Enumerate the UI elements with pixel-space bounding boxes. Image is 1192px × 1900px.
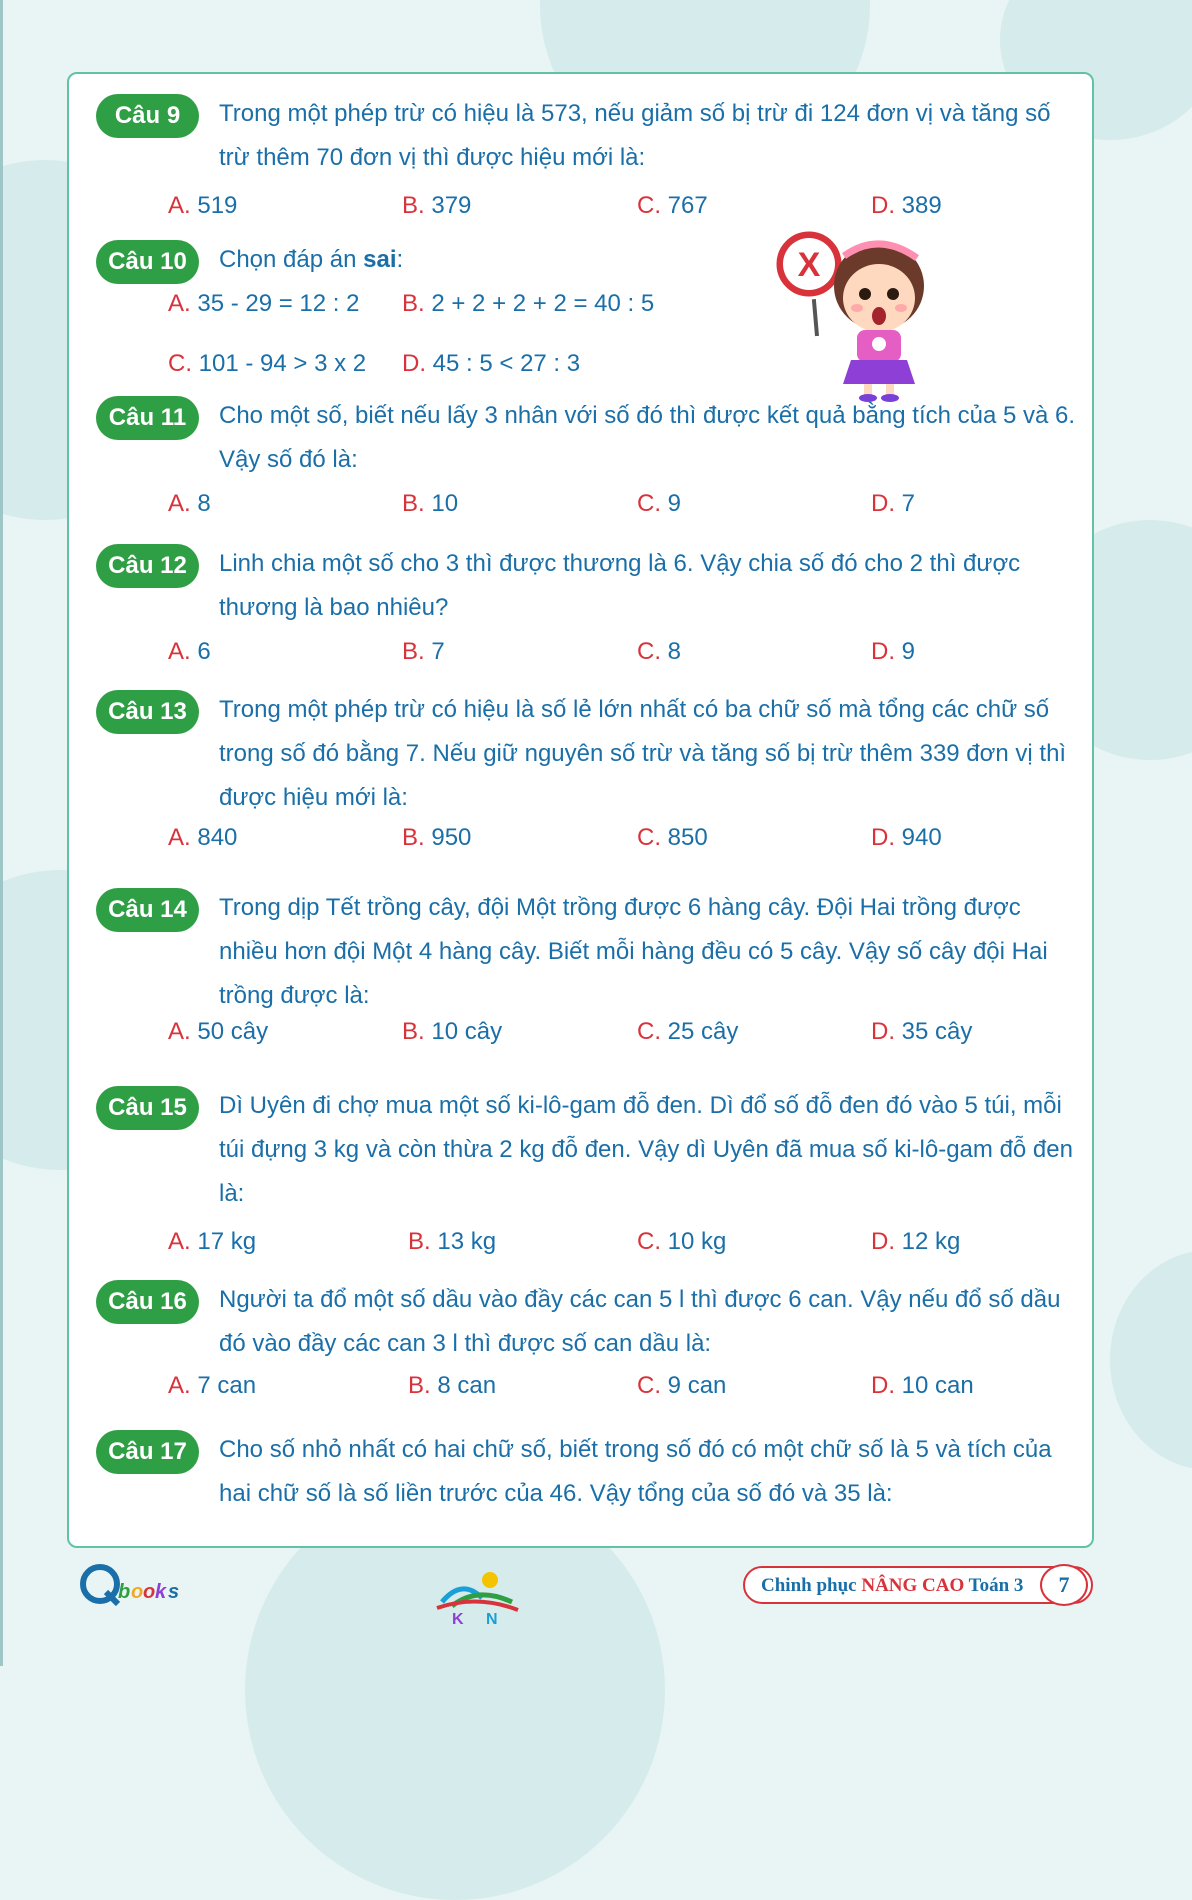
question-text-emphasis: sai bbox=[363, 246, 397, 273]
option-letter: B. bbox=[402, 192, 425, 219]
option-value: 35 - 29 = 12 : 2 bbox=[197, 290, 360, 317]
question-text: Trong một phép trừ có hiệu là 573, nếu giảm số bị trừ đi 124 đơn vị và tăng số trừ thêm 70 đơn vị thì được hiệu mới là: bbox=[219, 100, 1051, 171]
option-b[interactable] bbox=[402, 822, 471, 854]
option-letter: D. bbox=[871, 192, 895, 219]
option-c[interactable] bbox=[637, 1016, 738, 1048]
page-edge-rule bbox=[0, 0, 3, 1666]
option-value: 35 cây bbox=[901, 1018, 973, 1045]
option-letter: C. bbox=[637, 824, 661, 851]
option-b[interactable] bbox=[402, 1016, 502, 1048]
option-letter: D. bbox=[402, 350, 426, 377]
option-letter: C. bbox=[637, 1372, 661, 1399]
svg-text:o: o bbox=[143, 1581, 156, 1603]
option-a[interactable] bbox=[168, 822, 237, 854]
question-text-part: Chọn đáp án bbox=[219, 246, 364, 273]
option-d[interactable] bbox=[871, 1370, 974, 1402]
option-b[interactable] bbox=[402, 488, 458, 520]
option-letter: D. bbox=[871, 1372, 895, 1399]
option-c[interactable] bbox=[637, 822, 708, 854]
option-value: 9 can bbox=[667, 1372, 727, 1399]
question-badge: Câu 14 bbox=[96, 888, 199, 932]
option-value: 950 bbox=[431, 824, 472, 851]
option-value: 25 cây bbox=[667, 1018, 739, 1045]
option-value: 50 cây bbox=[197, 1018, 269, 1045]
option-value: 389 bbox=[901, 192, 942, 219]
option-value: 10 cây bbox=[431, 1018, 503, 1045]
option-c[interactable] bbox=[637, 1226, 726, 1258]
option-d[interactable] bbox=[871, 1226, 960, 1258]
svg-text:K: K bbox=[452, 1611, 464, 1626]
option-letter: C. bbox=[637, 1018, 661, 1045]
option-value: 379 bbox=[431, 192, 472, 219]
question-text: Linh chia một số cho 3 thì được thương là 6. Vậy chia số đó cho 2 thì được thương là bao nhiêu? bbox=[219, 550, 1021, 621]
option-d[interactable] bbox=[402, 348, 580, 380]
option-value: 6 bbox=[197, 638, 211, 665]
option-letter: B. bbox=[408, 1372, 431, 1399]
option-value: 9 bbox=[901, 638, 916, 665]
option-letter: C. bbox=[168, 350, 192, 377]
option-letter: A. bbox=[168, 490, 191, 517]
option-b[interactable] bbox=[408, 1226, 496, 1258]
question-text-part: : bbox=[396, 246, 404, 273]
question-badge: Câu 9 bbox=[96, 94, 199, 138]
question-badge: Câu 17 bbox=[96, 1430, 199, 1474]
option-value: 940 bbox=[901, 824, 942, 851]
option-a[interactable] bbox=[168, 190, 237, 222]
x-sign-glyph: X bbox=[797, 246, 821, 284]
option-c[interactable] bbox=[637, 636, 681, 668]
book-title-highlight: NÂNG CAO bbox=[861, 1575, 965, 1596]
option-a[interactable] bbox=[168, 288, 359, 320]
option-letter: B. bbox=[408, 1228, 431, 1255]
option-value: 7 can bbox=[197, 1372, 257, 1399]
option-b[interactable] bbox=[402, 288, 654, 320]
option-value: 10 kg bbox=[667, 1228, 727, 1255]
option-letter: D. bbox=[871, 490, 895, 517]
option-value: 7 bbox=[431, 638, 445, 665]
question-text: Cho số nhỏ nhất có hai chữ số, biết trong số đó có một chữ số là 5 và tích của hai chữ số là số liền trước của 46. Vậy tổng của số đó và 35 là: bbox=[219, 1436, 1052, 1507]
question-badge: Câu 16 bbox=[96, 1280, 199, 1324]
option-b[interactable] bbox=[402, 190, 471, 222]
question-text: Trong dịp Tết trồng cây, đội Một trồng được 6 hàng cây. Đội Hai trồng được nhiều hơn đội Một 4 hàng cây. Biết mỗi hàng đều có 5 cây. Vậy số cây đội Hai trồng được là: bbox=[219, 894, 1048, 1009]
option-c[interactable] bbox=[637, 1370, 726, 1402]
option-value: 101 - 94 > 3 x 2 bbox=[198, 350, 367, 377]
option-letter: B. bbox=[402, 490, 425, 517]
svg-text:k: k bbox=[155, 1581, 167, 1603]
option-d[interactable] bbox=[871, 1016, 972, 1048]
option-letter: A. bbox=[168, 638, 191, 665]
question-text: Dì Uyên đi chợ mua một số ki-lô-gam đỗ đen. Dì đổ số đỗ đen đó vào 5 túi, mỗi túi đựng 3 kg và còn thừa 2 kg đỗ đen. Vậy dì Uyên đã mua số ki-lô-gam đỗ đen là: bbox=[219, 1092, 1073, 1207]
option-letter: B. bbox=[402, 638, 425, 665]
option-c[interactable] bbox=[637, 190, 708, 222]
question-badge: Câu 12 bbox=[96, 544, 199, 588]
option-letter: A. bbox=[168, 192, 191, 219]
option-letter: A. bbox=[168, 824, 191, 851]
option-letter: C. bbox=[637, 638, 661, 665]
option-letter: C. bbox=[637, 192, 661, 219]
question-text bbox=[219, 238, 719, 282]
option-value: 12 kg bbox=[901, 1228, 961, 1255]
option-value: 519 bbox=[197, 192, 238, 219]
svg-text:b: b bbox=[118, 1581, 131, 1603]
background-circle bbox=[1110, 1250, 1192, 1470]
question-text: Trong một phép trừ có hiệu là số lẻ lớn nhất có ba chữ số mà tổng các chữ số trong số đó bằng 7. Nếu giữ nguyên số trừ và tăng số bị trừ thêm 339 đơn vị thì được hiệu mới là: bbox=[219, 696, 1067, 811]
option-value: 767 bbox=[667, 192, 708, 219]
girl-with-x-sign-illustration bbox=[769, 226, 939, 406]
option-a[interactable] bbox=[168, 1370, 256, 1402]
option-letter: D. bbox=[871, 824, 895, 851]
option-d[interactable] bbox=[871, 190, 942, 222]
svg-text:s: s bbox=[168, 1581, 180, 1603]
option-letter: B. bbox=[402, 1018, 425, 1045]
option-a[interactable] bbox=[168, 636, 211, 668]
question-badge: Câu 15 bbox=[96, 1086, 199, 1130]
option-letter: D. bbox=[871, 1228, 895, 1255]
option-letter: B. bbox=[402, 824, 425, 851]
question-text: Cho một số, biết nếu lấy 3 nhân với số đó thì được kết quả bằng tích của 5 và 6. Vậy số đó là: bbox=[219, 402, 1076, 473]
option-value: 8 bbox=[667, 638, 682, 665]
question-card bbox=[67, 72, 1094, 1548]
option-c[interactable] bbox=[637, 488, 681, 520]
option-a[interactable] bbox=[168, 488, 211, 520]
option-value: 8 can bbox=[437, 1372, 497, 1399]
option-a[interactable] bbox=[168, 1016, 268, 1048]
book-title-suffix: Toán 3 bbox=[964, 1575, 1024, 1596]
option-d[interactable] bbox=[871, 822, 942, 854]
question-text: Người ta đổ một số dầu vào đầy các can 5 l thì được 6 can. Vậy nếu đổ số dầu đó vào đầy các can 3 l thì được số can dầu là: bbox=[219, 1286, 1061, 1357]
option-d[interactable] bbox=[871, 636, 915, 668]
page-number: 7 bbox=[1040, 1564, 1088, 1606]
option-letter: B. bbox=[402, 290, 425, 317]
option-value: 7 bbox=[901, 490, 916, 517]
option-letter: C. bbox=[637, 490, 661, 517]
option-value: 2 + 2 + 2 + 2 = 40 : 5 bbox=[431, 290, 655, 317]
question-badge: Câu 10 bbox=[96, 240, 199, 284]
option-letter: A. bbox=[168, 1018, 191, 1045]
svg-text:N: N bbox=[486, 1611, 498, 1626]
option-letter: A. bbox=[168, 290, 191, 317]
option-letter: C. bbox=[637, 1228, 661, 1255]
option-value: 8 bbox=[197, 490, 211, 517]
option-a[interactable] bbox=[168, 1226, 256, 1258]
question-badge: Câu 11 bbox=[96, 396, 199, 440]
option-value: 850 bbox=[667, 824, 708, 851]
option-value: 45 : 5 < 27 : 3 bbox=[432, 350, 581, 377]
option-value: 9 bbox=[667, 490, 682, 517]
option-c[interactable] bbox=[168, 348, 366, 380]
option-value: 10 bbox=[431, 490, 459, 517]
svg-text:o: o bbox=[131, 1581, 144, 1603]
option-d[interactable] bbox=[871, 488, 915, 520]
option-b[interactable] bbox=[402, 636, 445, 668]
option-value: 10 can bbox=[901, 1372, 974, 1399]
option-letter: D. bbox=[871, 1018, 895, 1045]
option-value: 17 kg bbox=[197, 1228, 257, 1255]
kn-logo bbox=[432, 1568, 522, 1626]
option-letter: A. bbox=[168, 1372, 191, 1399]
option-value: 840 bbox=[197, 824, 238, 851]
qbooks-logo bbox=[80, 1558, 190, 1610]
book-title bbox=[761, 1575, 1023, 1597]
option-b[interactable] bbox=[408, 1370, 496, 1402]
option-value: 13 kg bbox=[437, 1228, 497, 1255]
question-badge: Câu 13 bbox=[96, 690, 199, 734]
option-letter: D. bbox=[871, 638, 895, 665]
book-title-prefix: Chinh phục bbox=[761, 1575, 862, 1596]
option-letter: A. bbox=[168, 1228, 191, 1255]
